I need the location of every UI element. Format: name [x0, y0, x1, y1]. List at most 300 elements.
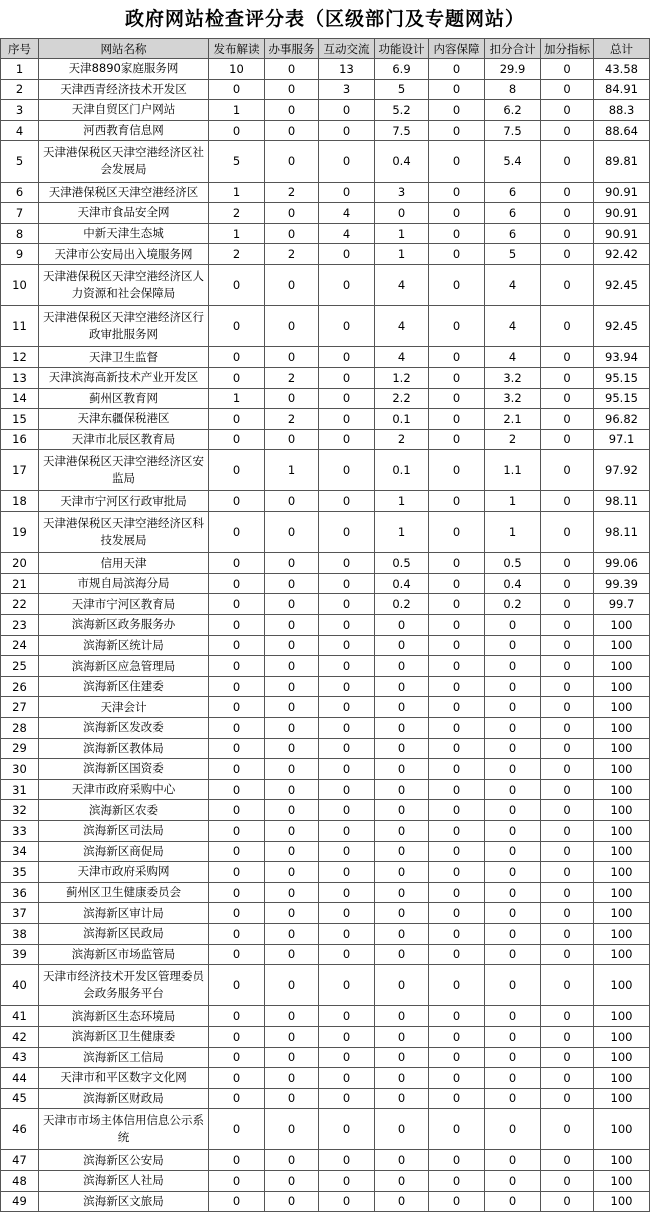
cell-index: 8 [1, 223, 39, 244]
cell-publish: 0 [209, 738, 265, 759]
cell-interaction: 0 [319, 718, 375, 739]
cell-index: 14 [1, 388, 39, 409]
cell-content: 0 [429, 553, 485, 574]
cell-total: 90.91 [594, 182, 650, 203]
cell-deduction: 6 [485, 203, 541, 224]
cell-function: 1.2 [375, 367, 429, 388]
cell-content: 0 [429, 79, 485, 100]
cell-function: 0 [375, 718, 429, 739]
cell-deduction: 0 [485, 1171, 541, 1192]
cell-site-name: 滨海新区农委 [39, 800, 209, 821]
cell-index: 40 [1, 965, 39, 1006]
cell-bonus: 0 [541, 429, 594, 450]
cell-index: 25 [1, 656, 39, 677]
cell-site-name: 滨海新区公安局 [39, 1150, 209, 1171]
cell-content: 0 [429, 429, 485, 450]
cell-index: 2 [1, 79, 39, 100]
cell-function: 0 [375, 697, 429, 718]
cell-function: 0 [375, 1109, 429, 1150]
cell-publish: 2 [209, 244, 265, 265]
cell-service: 0 [265, 1191, 319, 1212]
cell-function: 0.1 [375, 409, 429, 430]
cell-interaction: 0 [319, 1150, 375, 1171]
cell-publish: 0 [209, 1068, 265, 1089]
cell-service: 0 [265, 264, 319, 305]
cell-publish: 0 [209, 367, 265, 388]
cell-function: 1 [375, 223, 429, 244]
table-row [1, 800, 650, 821]
cell-index: 27 [1, 697, 39, 718]
cell-index: 46 [1, 1109, 39, 1150]
cell-interaction: 0 [319, 388, 375, 409]
cell-total: 98.11 [594, 491, 650, 512]
cell-content: 0 [429, 388, 485, 409]
table-row [1, 594, 650, 615]
cell-deduction: 0 [485, 965, 541, 1006]
cell-content: 0 [429, 59, 485, 80]
cell-deduction: 0 [485, 1150, 541, 1171]
cell-content: 0 [429, 841, 485, 862]
cell-publish: 0 [209, 759, 265, 780]
cell-bonus: 0 [541, 923, 594, 944]
cell-interaction: 0 [319, 347, 375, 368]
cell-content: 0 [429, 882, 485, 903]
cell-publish: 1 [209, 100, 265, 121]
table-row [1, 676, 650, 697]
cell-interaction: 0 [319, 882, 375, 903]
cell-publish: 0 [209, 450, 265, 491]
cell-function: 0 [375, 882, 429, 903]
table-row [1, 923, 650, 944]
cell-total: 88.64 [594, 120, 650, 141]
cell-function: 0 [375, 1068, 429, 1089]
header-deduction: 扣分合计 [485, 39, 541, 59]
cell-site-name: 天津港保税区天津空港经济区 [39, 182, 209, 203]
cell-service: 0 [265, 1006, 319, 1027]
cell-site-name: 天津市和平区数字文化网 [39, 1068, 209, 1089]
cell-deduction: 0 [485, 800, 541, 821]
cell-total: 92.45 [594, 306, 650, 347]
cell-site-name: 滨海新区文旅局 [39, 1191, 209, 1212]
cell-function: 0 [375, 800, 429, 821]
cell-interaction: 0 [319, 553, 375, 574]
cell-interaction: 0 [319, 1006, 375, 1027]
cell-interaction: 0 [319, 264, 375, 305]
cell-index: 11 [1, 306, 39, 347]
cell-function: 0 [375, 1191, 429, 1212]
cell-content: 0 [429, 141, 485, 182]
header-publish: 发布解读 [209, 39, 265, 59]
cell-bonus: 0 [541, 594, 594, 615]
cell-index: 36 [1, 882, 39, 903]
cell-index: 15 [1, 409, 39, 430]
cell-site-name: 天津港保税区天津空港经济区人力资源和社会保障局 [39, 264, 209, 305]
cell-deduction: 4 [485, 347, 541, 368]
cell-site-name: 滨海新区政务服务办 [39, 615, 209, 636]
cell-index: 48 [1, 1171, 39, 1192]
cell-total: 100 [594, 923, 650, 944]
cell-interaction: 0 [319, 676, 375, 697]
cell-deduction: 0 [485, 676, 541, 697]
cell-content: 0 [429, 573, 485, 594]
cell-function: 0.1 [375, 450, 429, 491]
cell-deduction: 0.5 [485, 553, 541, 574]
cell-deduction: 6 [485, 223, 541, 244]
cell-total: 100 [594, 1171, 650, 1192]
cell-total: 88.3 [594, 100, 650, 121]
cell-publish: 0 [209, 1088, 265, 1109]
cell-function: 0 [375, 1150, 429, 1171]
cell-total: 100 [594, 1109, 650, 1150]
cell-index: 3 [1, 100, 39, 121]
cell-service: 2 [265, 244, 319, 265]
cell-content: 0 [429, 1171, 485, 1192]
table-row [1, 738, 650, 759]
table-row [1, 903, 650, 924]
header-service: 办事服务 [265, 39, 319, 59]
cell-site-name: 蓟州区卫生健康委员会 [39, 882, 209, 903]
cell-service: 0 [265, 820, 319, 841]
cell-total: 100 [594, 779, 650, 800]
cell-function: 0 [375, 1026, 429, 1047]
cell-bonus: 0 [541, 59, 594, 80]
table-row [1, 450, 650, 491]
cell-function: 0 [375, 676, 429, 697]
cell-deduction: 0 [485, 635, 541, 656]
cell-publish: 0 [209, 347, 265, 368]
cell-bonus: 0 [541, 1191, 594, 1212]
cell-index: 17 [1, 450, 39, 491]
cell-interaction: 0 [319, 965, 375, 1006]
cell-content: 0 [429, 264, 485, 305]
cell-bonus: 0 [541, 388, 594, 409]
cell-deduction: 0 [485, 1191, 541, 1212]
table-row [1, 120, 650, 141]
cell-total: 90.91 [594, 203, 650, 224]
cell-total: 100 [594, 1068, 650, 1089]
header-function: 功能设计 [375, 39, 429, 59]
cell-function: 0 [375, 656, 429, 677]
cell-deduction: 0 [485, 882, 541, 903]
cell-interaction: 13 [319, 59, 375, 80]
cell-function: 0 [375, 759, 429, 780]
cell-site-name: 天津市宁河区行政审批局 [39, 491, 209, 512]
cell-function: 2 [375, 429, 429, 450]
cell-deduction: 0.2 [485, 594, 541, 615]
cell-bonus: 0 [541, 800, 594, 821]
cell-service: 0 [265, 965, 319, 1006]
cell-site-name: 滨海新区财政局 [39, 1088, 209, 1109]
cell-bonus: 0 [541, 635, 594, 656]
cell-service: 0 [265, 573, 319, 594]
cell-site-name: 河西教育信息网 [39, 120, 209, 141]
cell-service: 0 [265, 1026, 319, 1047]
cell-deduction: 1 [485, 491, 541, 512]
cell-bonus: 0 [541, 1068, 594, 1089]
cell-content: 0 [429, 1006, 485, 1027]
cell-bonus: 0 [541, 697, 594, 718]
cell-deduction: 0 [485, 1109, 541, 1150]
cell-function: 2.2 [375, 388, 429, 409]
cell-total: 100 [594, 965, 650, 1006]
cell-site-name: 滨海新区审计局 [39, 903, 209, 924]
cell-bonus: 0 [541, 79, 594, 100]
cell-publish: 0 [209, 676, 265, 697]
cell-total: 99.06 [594, 553, 650, 574]
table-row [1, 1068, 650, 1089]
cell-interaction: 0 [319, 841, 375, 862]
cell-interaction: 0 [319, 800, 375, 821]
cell-interaction: 0 [319, 903, 375, 924]
cell-function: 3 [375, 182, 429, 203]
cell-service: 0 [265, 491, 319, 512]
cell-service: 0 [265, 1109, 319, 1150]
cell-publish: 1 [209, 223, 265, 244]
cell-publish: 0 [209, 841, 265, 862]
cell-interaction: 0 [319, 367, 375, 388]
cell-bonus: 0 [541, 367, 594, 388]
cell-bonus: 0 [541, 450, 594, 491]
cell-bonus: 0 [541, 903, 594, 924]
cell-service: 0 [265, 862, 319, 883]
cell-index: 47 [1, 1150, 39, 1171]
cell-total: 97.1 [594, 429, 650, 450]
cell-content: 0 [429, 512, 485, 553]
cell-site-name: 滨海新区商促局 [39, 841, 209, 862]
cell-content: 0 [429, 820, 485, 841]
cell-content: 0 [429, 676, 485, 697]
cell-deduction: 0 [485, 903, 541, 924]
cell-service: 0 [265, 635, 319, 656]
cell-site-name: 蓟州区教育网 [39, 388, 209, 409]
cell-publish: 0 [209, 882, 265, 903]
cell-service: 0 [265, 120, 319, 141]
cell-total: 100 [594, 697, 650, 718]
header-site-name: 网站名称 [39, 39, 209, 59]
cell-publish: 0 [209, 491, 265, 512]
cell-total: 100 [594, 882, 650, 903]
cell-deduction: 0 [485, 615, 541, 636]
cell-index: 13 [1, 367, 39, 388]
table-row [1, 141, 650, 182]
cell-bonus: 0 [541, 573, 594, 594]
cell-interaction: 0 [319, 512, 375, 553]
cell-publish: 0 [209, 1109, 265, 1150]
cell-bonus: 0 [541, 244, 594, 265]
cell-total: 97.92 [594, 450, 650, 491]
cell-total: 100 [594, 841, 650, 862]
table-row [1, 841, 650, 862]
cell-publish: 0 [209, 1047, 265, 1068]
cell-index: 29 [1, 738, 39, 759]
cell-deduction: 2 [485, 429, 541, 450]
cell-deduction: 4 [485, 264, 541, 305]
cell-site-name: 信用天津 [39, 553, 209, 574]
cell-site-name: 滨海新区教体局 [39, 738, 209, 759]
cell-function: 0 [375, 903, 429, 924]
cell-interaction: 0 [319, 244, 375, 265]
cell-index: 43 [1, 1047, 39, 1068]
cell-service: 0 [265, 1068, 319, 1089]
cell-content: 0 [429, 1150, 485, 1171]
table-row [1, 367, 650, 388]
table-row [1, 203, 650, 224]
cell-content: 0 [429, 903, 485, 924]
table-row [1, 820, 650, 841]
cell-bonus: 0 [541, 203, 594, 224]
cell-interaction: 0 [319, 409, 375, 430]
cell-interaction: 0 [319, 1026, 375, 1047]
cell-total: 99.7 [594, 594, 650, 615]
cell-site-name: 天津港保税区天津空港经济区行政审批服务网 [39, 306, 209, 347]
cell-function: 0 [375, 841, 429, 862]
cell-bonus: 0 [541, 491, 594, 512]
cell-function: 0 [375, 615, 429, 636]
cell-content: 0 [429, 223, 485, 244]
cell-bonus: 0 [541, 512, 594, 553]
cell-total: 43.58 [594, 59, 650, 80]
cell-total: 100 [594, 676, 650, 697]
cell-content: 0 [429, 635, 485, 656]
cell-content: 0 [429, 923, 485, 944]
cell-service: 0 [265, 923, 319, 944]
cell-deduction: 0 [485, 697, 541, 718]
cell-interaction: 0 [319, 759, 375, 780]
cell-site-name: 天津8890家庭服务网 [39, 59, 209, 80]
table-row [1, 759, 650, 780]
cell-publish: 0 [209, 1006, 265, 1027]
cell-index: 16 [1, 429, 39, 450]
cell-service: 0 [265, 882, 319, 903]
cell-index: 32 [1, 800, 39, 821]
table-row [1, 347, 650, 368]
cell-bonus: 0 [541, 306, 594, 347]
cell-total: 96.82 [594, 409, 650, 430]
cell-interaction: 0 [319, 820, 375, 841]
cell-content: 0 [429, 1026, 485, 1047]
table-row [1, 491, 650, 512]
cell-function: 0 [375, 1088, 429, 1109]
cell-function: 1 [375, 244, 429, 265]
cell-site-name: 天津市公安局出入境服务网 [39, 244, 209, 265]
cell-bonus: 0 [541, 841, 594, 862]
cell-service: 0 [265, 944, 319, 965]
cell-total: 92.45 [594, 264, 650, 305]
cell-index: 21 [1, 573, 39, 594]
page-title: 政府网站检查评分表（区级部门及专题网站） [124, 8, 525, 30]
cell-interaction: 0 [319, 491, 375, 512]
header-index: 序号 [1, 39, 39, 59]
cell-total: 89.81 [594, 141, 650, 182]
cell-index: 23 [1, 615, 39, 636]
cell-publish: 0 [209, 306, 265, 347]
cell-publish: 0 [209, 1171, 265, 1192]
cell-index: 30 [1, 759, 39, 780]
cell-deduction: 1.1 [485, 450, 541, 491]
cell-service: 0 [265, 738, 319, 759]
cell-publish: 2 [209, 203, 265, 224]
cell-index: 6 [1, 182, 39, 203]
header-total: 总计 [594, 39, 650, 59]
cell-publish: 0 [209, 800, 265, 821]
cell-bonus: 0 [541, 100, 594, 121]
cell-content: 0 [429, 738, 485, 759]
cell-publish: 0 [209, 79, 265, 100]
cell-total: 92.42 [594, 244, 650, 265]
cell-publish: 0 [209, 779, 265, 800]
cell-deduction: 4 [485, 306, 541, 347]
cell-content: 0 [429, 1191, 485, 1212]
cell-interaction: 0 [319, 1047, 375, 1068]
cell-publish: 0 [209, 409, 265, 430]
cell-service: 0 [265, 656, 319, 677]
table-row [1, 779, 650, 800]
cell-index: 1 [1, 59, 39, 80]
cell-deduction: 0 [485, 656, 541, 677]
cell-site-name: 天津卫生监督 [39, 347, 209, 368]
cell-publish: 5 [209, 141, 265, 182]
cell-bonus: 0 [541, 965, 594, 1006]
cell-content: 0 [429, 594, 485, 615]
cell-function: 0 [375, 1171, 429, 1192]
cell-interaction: 0 [319, 1191, 375, 1212]
table-row [1, 429, 650, 450]
cell-deduction: 6 [485, 182, 541, 203]
cell-total: 99.39 [594, 573, 650, 594]
cell-publish: 0 [209, 1191, 265, 1212]
cell-deduction: 0 [485, 718, 541, 739]
cell-content: 0 [429, 120, 485, 141]
cell-service: 0 [265, 347, 319, 368]
cell-bonus: 0 [541, 656, 594, 677]
cell-service: 0 [265, 79, 319, 100]
cell-publish: 0 [209, 635, 265, 656]
table-row [1, 1026, 650, 1047]
cell-publish: 0 [209, 656, 265, 677]
table-row [1, 306, 650, 347]
cell-service: 0 [265, 1171, 319, 1192]
cell-service: 0 [265, 615, 319, 636]
cell-interaction: 0 [319, 1109, 375, 1150]
cell-function: 0 [375, 862, 429, 883]
cell-content: 0 [429, 244, 485, 265]
cell-function: 5 [375, 79, 429, 100]
cell-index: 20 [1, 553, 39, 574]
cell-function: 0 [375, 965, 429, 1006]
cell-total: 93.94 [594, 347, 650, 368]
cell-index: 9 [1, 244, 39, 265]
cell-publish: 0 [209, 862, 265, 883]
cell-deduction: 0 [485, 759, 541, 780]
cell-site-name: 天津市经济技术开发区管理委员会政务服务平台 [39, 965, 209, 1006]
header-row [1, 39, 650, 59]
cell-site-name: 天津会计 [39, 697, 209, 718]
cell-total: 95.15 [594, 388, 650, 409]
cell-service: 0 [265, 223, 319, 244]
cell-function: 0 [375, 944, 429, 965]
cell-function: 4 [375, 264, 429, 305]
cell-service: 0 [265, 1088, 319, 1109]
cell-total: 100 [594, 759, 650, 780]
cell-site-name: 天津港保税区天津空港经济区安监局 [39, 450, 209, 491]
cell-total: 100 [594, 1006, 650, 1027]
cell-site-name: 天津市政府采购中心 [39, 779, 209, 800]
cell-total: 100 [594, 1026, 650, 1047]
cell-deduction: 0 [485, 923, 541, 944]
cell-index: 42 [1, 1026, 39, 1047]
cell-bonus: 0 [541, 615, 594, 636]
cell-index: 24 [1, 635, 39, 656]
